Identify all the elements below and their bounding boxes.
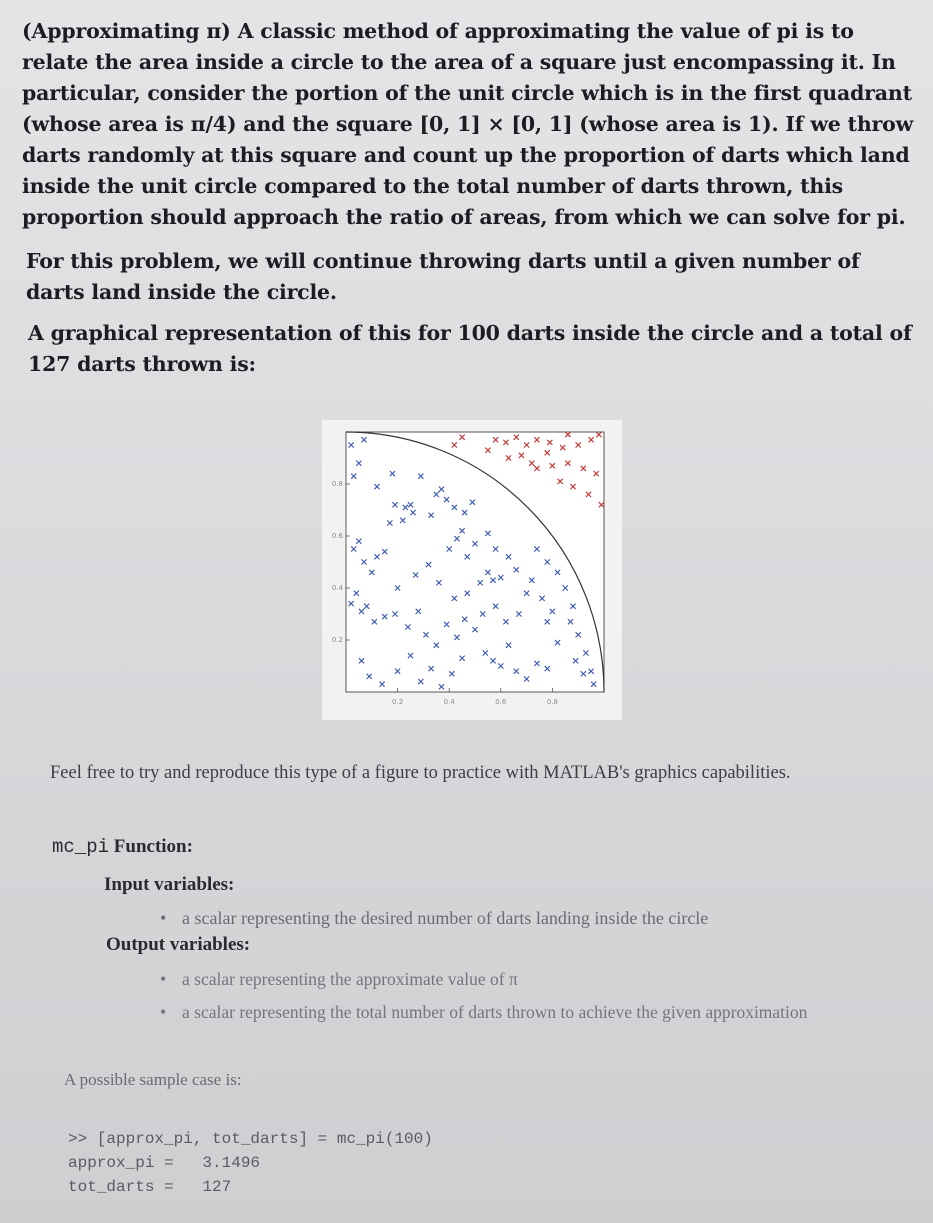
- plot-area: [346, 432, 604, 692]
- x-tick-label: 0.6: [495, 698, 507, 706]
- function-heading-suffix: Function:: [109, 836, 193, 857]
- bullet-icon: •: [160, 908, 167, 928]
- output-item: [160, 1000, 890, 1024]
- y-tick-label: 0.2: [331, 636, 343, 644]
- bullet-icon: •: [160, 1002, 167, 1022]
- function-name: mc_pi: [52, 836, 110, 858]
- code-line: approx_pi = 3.1496: [68, 1154, 261, 1172]
- x-tick-label: 0.2: [392, 698, 404, 706]
- y-tick-label: 0.6: [331, 532, 343, 540]
- input-item-text: a scalar representing the desired number of darts landing inside the circle: [182, 908, 709, 928]
- x-tick-label: 0.4: [443, 698, 455, 706]
- matlab-note-paragraph: Feel free to try and reproduce this type of a figure to practice with MATLAB's graphics capabilities.: [50, 763, 791, 783]
- code-line: >> [approx_pi, tot_darts] = mc_pi(100): [68, 1130, 433, 1148]
- condition-paragraph: For this problem, we will continue throwing darts until a given number of darts land inside the circle.: [26, 249, 860, 304]
- output-item-text: a scalar representing the approximate value of π: [182, 969, 518, 989]
- y-tick-label: 0.4: [331, 584, 343, 592]
- dart-scatter-plot: [322, 420, 622, 720]
- intro-paragraph: (Approximating π) A classic method of approximating the value of pi is to relate the area inside a circle to the area of a square just encompassing it. In particular, consider the portion of the unit circle which is in the first quadrant (whose area is π/4) and the square [0, 1] × [0, 1] (whose area is 1). If we throw darts randomly at this square and count up the proportion of darts which land inside the unit circle compared to the total number of darts thrown, this proportion should approach the ratio of areas, from which we can solve for pi.: [22, 19, 914, 229]
- bullet-icon: •: [160, 969, 167, 989]
- input-variables-label: Input variables:: [104, 874, 235, 895]
- output-variables-label: Output variables:: [106, 934, 251, 955]
- function-heading: [52, 836, 193, 858]
- code-line: tot_darts = 127: [68, 1178, 232, 1196]
- x-tick-label: 0.8: [546, 698, 558, 706]
- sample-case-intro: A possible sample case is:: [64, 1070, 242, 1089]
- figure-caption-paragraph: A graphical representation of this for 100 darts inside the circle and a total of 127 darts thrown is:: [28, 321, 912, 376]
- output-item: [160, 969, 518, 990]
- input-item: [160, 908, 708, 929]
- y-tick-label: 0.8: [331, 480, 343, 488]
- output-item-text: a scalar representing the total number of darts thrown to achieve the given approximation: [182, 1002, 808, 1022]
